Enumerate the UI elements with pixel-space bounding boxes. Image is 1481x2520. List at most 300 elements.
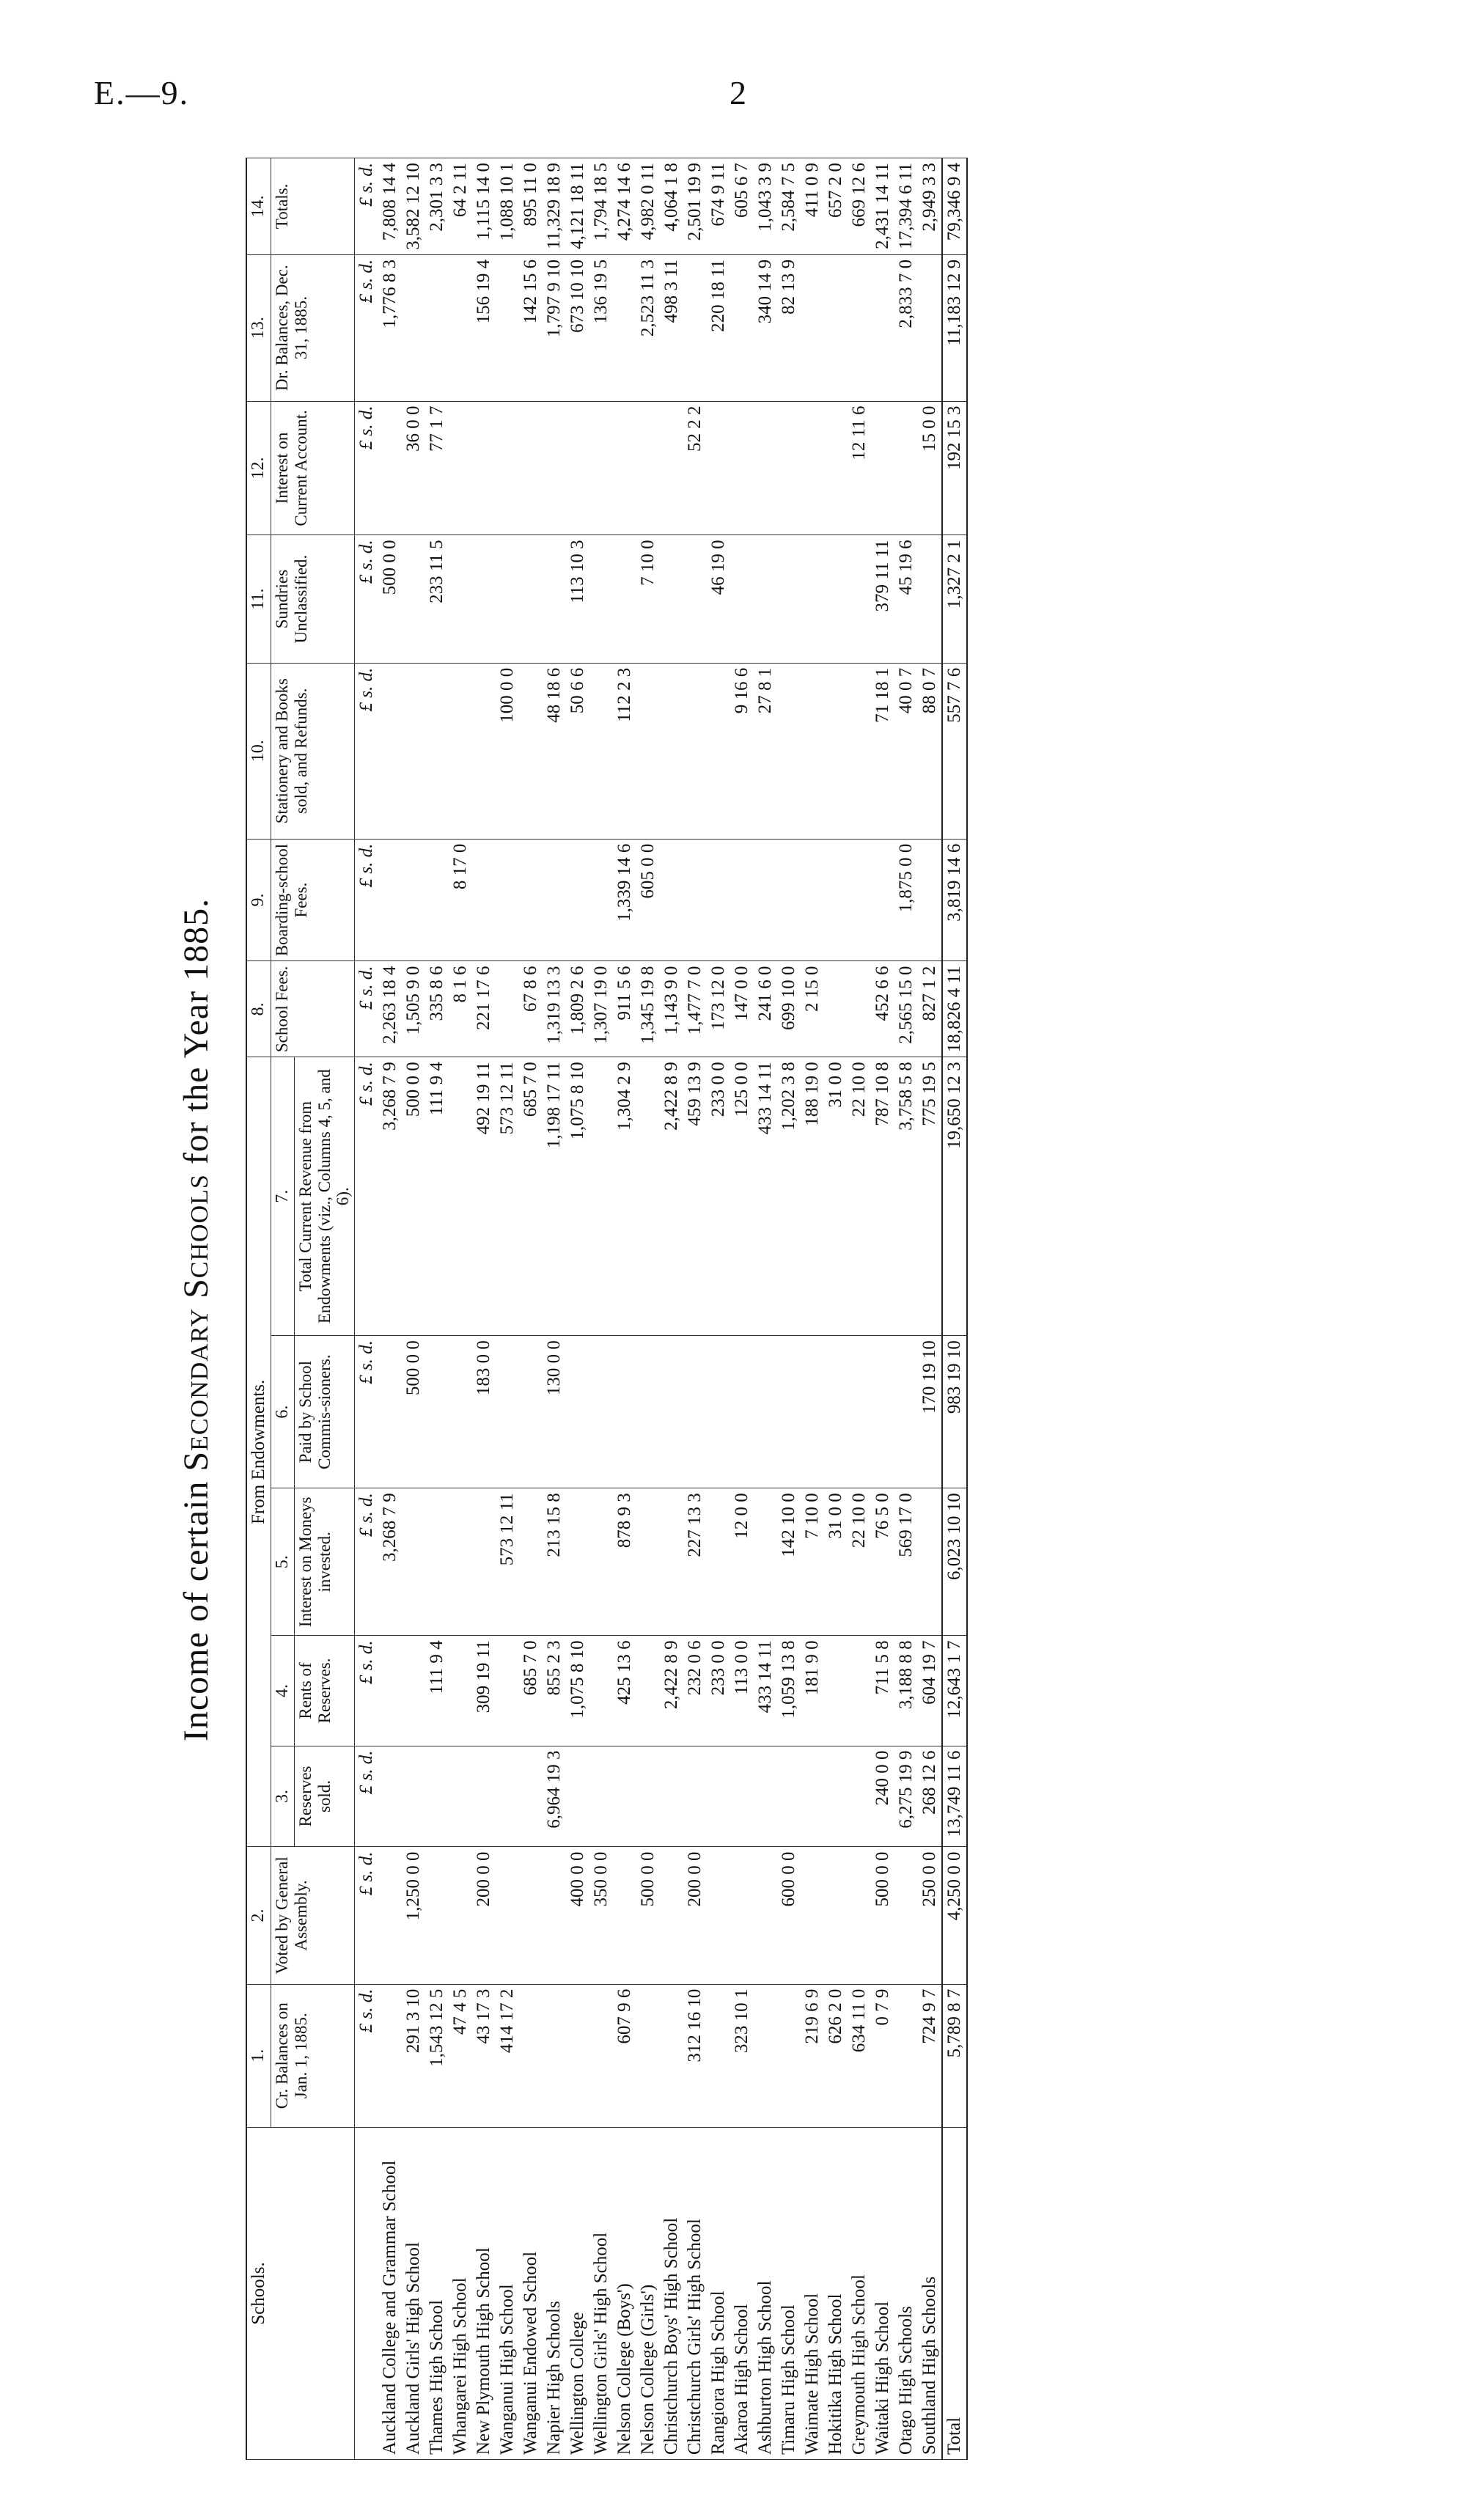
amount-col-4 — [402, 1636, 425, 1746]
amount-col-6 — [801, 1336, 824, 1488]
amount-col-1 — [636, 1984, 660, 2127]
amount-col-8: 2 15 0 — [801, 961, 824, 1057]
amount-col-12 — [707, 401, 730, 535]
col-num-7: 7. — [271, 1057, 295, 1336]
amount-col-4: 181 9 0 — [801, 1636, 824, 1746]
amount-col-1 — [519, 1984, 543, 2127]
amount-col-13: 1,776 8 3 — [378, 254, 402, 401]
amount-col-1 — [543, 1984, 566, 2127]
table-row — [613, 158, 636, 2460]
amount-col-11 — [754, 535, 777, 663]
col-num-3: 3. — [271, 1746, 295, 1847]
col-head-11: Sundries Unclassified. — [271, 535, 355, 663]
col-num-11: 11. — [246, 535, 271, 663]
amount-col-2: 400 0 0 — [566, 1847, 589, 1984]
amount-col-8: 173 12 0 — [707, 961, 730, 1057]
amount-col-8: 1,143 9 0 — [660, 961, 683, 1057]
amount-col-10 — [683, 663, 707, 839]
amount-col-2: 200 0 0 — [683, 1847, 707, 1984]
table-row — [730, 158, 754, 2460]
amount-col-9 — [566, 839, 589, 961]
amount-col-3 — [824, 1746, 848, 1847]
amount-col-10: 557 7 6 — [942, 663, 967, 839]
amount-col-9 — [543, 839, 566, 961]
col-head-8: School Fees. — [271, 961, 355, 1057]
amount-col-13 — [918, 254, 942, 401]
table-row — [660, 158, 683, 2460]
amount-col-8: 699 10 0 — [777, 961, 801, 1057]
table-row — [801, 158, 824, 2460]
amount-col-5 — [589, 1488, 613, 1636]
amount-col-1 — [566, 1984, 589, 2127]
col-head-2: Voted by General Assembly. — [271, 1847, 355, 1984]
amount-col-7: 787 10 8 — [871, 1057, 894, 1336]
amount-col-13: 220 18 11 — [707, 254, 730, 401]
amount-col-8: 1,505 9 0 — [402, 961, 425, 1057]
amount-col-7: 233 0 0 — [707, 1057, 730, 1336]
amount-col-8: 1,477 7 0 — [683, 961, 707, 1057]
col-num-1: 1. — [246, 1984, 271, 2127]
amount-col-4: 604 19 7 — [918, 1636, 942, 1746]
school-name: Nelson College (Girls') — [636, 2128, 660, 2460]
amount-col-13: 2,523 11 3 — [636, 254, 660, 401]
amount-col-5: 573 12 11 — [496, 1488, 519, 1636]
amount-col-7: 1,304 2 9 — [613, 1057, 636, 1336]
amount-col-3 — [777, 1746, 801, 1847]
amount-col-14: 3,582 12 10 — [402, 158, 425, 255]
amount-col-7: 125 0 0 — [730, 1057, 754, 1336]
amount-col-3: 240 0 0 — [871, 1746, 894, 1847]
amount-col-2: 500 0 0 — [871, 1847, 894, 1984]
col-num-2: 2. — [246, 1847, 271, 1984]
unit-cell: £ s. d. — [355, 663, 379, 839]
col-head-1: Cr. Balances on Jan. 1, 1885. — [271, 1984, 355, 2127]
amount-col-6 — [848, 1336, 871, 1488]
amount-col-11: 1,327 2 1 — [942, 535, 967, 663]
col-num-12: 12. — [246, 401, 271, 535]
amount-col-3 — [402, 1746, 425, 1847]
amount-col-14: 1,794 18 5 — [589, 158, 613, 255]
amount-col-12 — [496, 401, 519, 535]
amount-col-6 — [636, 1336, 660, 1488]
amount-col-8 — [496, 961, 519, 1057]
amount-col-10 — [378, 663, 402, 839]
amount-col-13: 82 13 9 — [777, 254, 801, 401]
amount-col-12: 36 0 0 — [402, 401, 425, 535]
total-label: Total — [942, 2128, 967, 2460]
col-head-7: Total Current Revenue from Endowments (viz., Columns 4, 5, and 6). — [294, 1057, 354, 1336]
amount-col-1: 43 17 3 — [472, 1984, 496, 2127]
amount-col-14: 674 9 11 — [707, 158, 730, 255]
amount-col-5 — [402, 1488, 425, 1636]
amount-col-3 — [660, 1746, 683, 1847]
amount-col-4: 233 0 0 — [707, 1636, 730, 1746]
amount-col-9 — [402, 839, 425, 961]
amount-col-6 — [378, 1336, 402, 1488]
amount-col-5 — [519, 1488, 543, 1636]
amount-col-7 — [636, 1057, 660, 1336]
amount-col-4: 1,059 13 8 — [777, 1636, 801, 1746]
unit-cell: £ s. d. — [355, 1984, 379, 2127]
amount-col-13 — [824, 254, 848, 401]
amount-col-12 — [589, 401, 613, 535]
amount-col-2: 350 0 0 — [589, 1847, 613, 1984]
amount-col-2: 500 0 0 — [636, 1847, 660, 1984]
amount-col-14: 4,274 14 6 — [613, 158, 636, 255]
amount-col-10 — [402, 663, 425, 839]
amount-col-5: 12 0 0 — [730, 1488, 754, 1636]
amount-col-13: 156 19 4 — [472, 254, 496, 401]
amount-col-14: 2,501 19 9 — [683, 158, 707, 255]
amount-col-9 — [683, 839, 707, 961]
amount-col-14: 2,431 14 11 — [871, 158, 894, 255]
amount-col-8: 827 1 2 — [918, 961, 942, 1057]
amount-col-14: 895 11 0 — [519, 158, 543, 255]
amount-col-3 — [449, 1746, 472, 1847]
amount-col-13 — [871, 254, 894, 401]
income-table — [246, 158, 968, 2460]
amount-col-7: 1,075 8 10 — [566, 1057, 589, 1336]
amount-col-5 — [918, 1488, 942, 1636]
amount-col-12: 77 1 7 — [425, 401, 449, 535]
amount-col-3 — [425, 1746, 449, 1847]
amount-col-5 — [754, 1488, 777, 1636]
school-name: Southland High Schools — [918, 2128, 942, 2460]
amount-col-10: 27 8 1 — [754, 663, 777, 839]
amount-col-4 — [636, 1636, 660, 1746]
table-row — [683, 158, 707, 2460]
amount-col-5 — [707, 1488, 730, 1636]
amount-col-1: 634 11 0 — [848, 1984, 871, 2127]
amount-col-2: 250 0 0 — [918, 1847, 942, 1984]
school-name: Waitaki High School — [871, 2128, 894, 2460]
from-endowments-header: From Endowments. — [246, 1057, 271, 1847]
col-head-14: Totals. — [271, 158, 355, 255]
amount-col-10 — [848, 663, 871, 839]
table-row — [402, 158, 425, 2460]
amount-col-12 — [378, 401, 402, 535]
amount-col-11 — [496, 535, 519, 663]
school-name: New Plymouth High School — [472, 2128, 496, 2460]
amount-col-12: 192 15 3 — [942, 401, 967, 535]
col-num-5: 5. — [271, 1488, 295, 1636]
unit-cell: £ s. d. — [355, 961, 379, 1057]
col-num-9: 9. — [246, 839, 271, 961]
amount-col-8: 241 6 0 — [754, 961, 777, 1057]
amount-col-14: 1,043 3 9 — [754, 158, 777, 255]
amount-col-3 — [589, 1746, 613, 1847]
table-row — [824, 158, 848, 2460]
amount-col-14: 2,949 3 3 — [918, 158, 942, 255]
unit-cell: £ s. d. — [355, 535, 379, 663]
amount-col-11: 113 10 3 — [566, 535, 589, 663]
amount-col-8: 452 6 6 — [871, 961, 894, 1057]
table-row — [449, 158, 472, 2460]
table-row — [754, 158, 777, 2460]
amount-col-5 — [449, 1488, 472, 1636]
amount-col-4: 855 2 3 — [543, 1636, 566, 1746]
amount-col-10 — [801, 663, 824, 839]
amount-col-13 — [402, 254, 425, 401]
amount-col-14: 4,064 1 8 — [660, 158, 683, 255]
amount-col-11 — [589, 535, 613, 663]
amount-col-2 — [543, 1847, 566, 1984]
amount-col-14: 64 2 11 — [449, 158, 472, 255]
units-blank — [355, 2128, 379, 2460]
amount-col-2 — [519, 1847, 543, 1984]
amount-col-10 — [449, 663, 472, 839]
amount-col-5 — [425, 1488, 449, 1636]
table-row — [425, 158, 449, 2460]
table-row — [871, 158, 894, 2460]
amount-col-9: 605 0 0 — [636, 839, 660, 961]
amount-col-12 — [777, 401, 801, 535]
amount-col-7: 492 19 11 — [472, 1057, 496, 1336]
amount-col-8: 911 5 6 — [613, 961, 636, 1057]
amount-col-6 — [496, 1336, 519, 1488]
amount-col-1: 219 6 9 — [801, 1984, 824, 2127]
amount-col-3 — [730, 1746, 754, 1847]
school-name: Greymouth High School — [848, 2128, 871, 2460]
school-name: Christchurch Girls' High School — [683, 2128, 707, 2460]
amount-col-12 — [472, 401, 496, 535]
col-num-4: 4. — [271, 1636, 295, 1746]
amount-col-2 — [754, 1847, 777, 1984]
amount-col-5: 213 15 8 — [543, 1488, 566, 1636]
amount-col-4: 2,422 8 9 — [660, 1636, 683, 1746]
school-name: Ashburton High School — [754, 2128, 777, 2460]
amount-col-12 — [894, 401, 918, 535]
amount-col-7: 1,198 17 11 — [543, 1057, 566, 1336]
table-body — [355, 158, 968, 2460]
amount-col-11 — [824, 535, 848, 663]
amount-col-8: 67 8 6 — [519, 961, 543, 1057]
amount-col-8: 1,319 13 3 — [543, 961, 566, 1057]
amount-col-8 — [848, 961, 871, 1057]
amount-col-6 — [777, 1336, 801, 1488]
amount-col-3 — [636, 1746, 660, 1847]
amount-col-3 — [683, 1746, 707, 1847]
amount-col-14: 7,808 14 4 — [378, 158, 402, 255]
school-name: Nelson College (Boys') — [613, 2128, 636, 2460]
unit-cell: £ s. d. — [355, 1336, 379, 1488]
amount-col-7 — [589, 1057, 613, 1336]
col-head-5: Interest on Moneys invested. — [294, 1488, 354, 1636]
amount-col-1: 5,789 8 7 — [942, 1984, 967, 2127]
amount-col-9 — [496, 839, 519, 961]
unit-cell: £ s. d. — [355, 839, 379, 961]
amount-col-12 — [871, 401, 894, 535]
amount-col-9 — [777, 839, 801, 961]
amount-col-1 — [589, 1984, 613, 2127]
amount-col-14: 605 6 7 — [730, 158, 754, 255]
amount-col-5: 31 0 0 — [824, 1488, 848, 1636]
amount-col-3 — [707, 1746, 730, 1847]
table-row — [918, 158, 942, 2460]
amount-col-6 — [730, 1336, 754, 1488]
amount-col-4 — [824, 1636, 848, 1746]
school-name: Wellington College — [566, 2128, 589, 2460]
amount-col-8: 1,307 19 0 — [589, 961, 613, 1057]
title-lead: Income of certain — [177, 1471, 216, 1742]
amount-col-11: 379 11 11 — [871, 535, 894, 663]
amount-col-9 — [801, 839, 824, 961]
amount-col-6 — [660, 1336, 683, 1488]
amount-col-12 — [566, 401, 589, 535]
amount-col-2 — [449, 1847, 472, 1984]
amount-col-12 — [754, 401, 777, 535]
amount-col-8: 147 0 0 — [730, 961, 754, 1057]
amount-col-14: 657 2 0 — [824, 158, 848, 255]
school-name: Hokitika High School — [824, 2128, 848, 2460]
amount-col-13: 340 14 9 — [754, 254, 777, 401]
school-name: Auckland College and Grammar School — [378, 2128, 402, 2460]
amount-col-4: 232 0 6 — [683, 1636, 707, 1746]
school-name: Whangarei High School — [449, 2128, 472, 2460]
amount-col-11 — [918, 535, 942, 663]
school-name: Wellington Girls' High School — [589, 2128, 613, 2460]
amount-col-3 — [496, 1746, 519, 1847]
school-name: Wanganui High School — [496, 2128, 519, 2460]
amount-col-9 — [918, 839, 942, 961]
amount-col-3: 268 12 6 — [918, 1746, 942, 1847]
col-head-4: Rents of Reserves. — [294, 1636, 354, 1746]
amount-col-11 — [730, 535, 754, 663]
unit-cell: £ s. d. — [355, 401, 379, 535]
school-name: Timaru High School — [777, 2128, 801, 2460]
amount-col-8: 1,809 2 6 — [566, 961, 589, 1057]
amount-col-7 — [449, 1057, 472, 1336]
amount-col-4 — [589, 1636, 613, 1746]
amount-col-1: 607 9 6 — [613, 1984, 636, 2127]
amount-col-5: 3,268 7 9 — [378, 1488, 402, 1636]
amount-col-10 — [519, 663, 543, 839]
amount-col-4: 425 13 6 — [613, 1636, 636, 1746]
col-num-8: 8. — [246, 961, 271, 1057]
amount-col-9 — [519, 839, 543, 961]
amount-col-1: 626 2 0 — [824, 1984, 848, 2127]
amount-col-10 — [824, 663, 848, 839]
amount-col-8: 1,345 19 8 — [636, 961, 660, 1057]
amount-col-9 — [730, 839, 754, 961]
amount-col-2 — [425, 1847, 449, 1984]
amount-col-7: 459 13 9 — [683, 1057, 707, 1336]
table-row — [848, 158, 871, 2460]
amount-col-11 — [660, 535, 683, 663]
amount-col-3 — [848, 1746, 871, 1847]
amount-col-14: 2,584 7 5 — [777, 158, 801, 255]
amount-col-9 — [754, 839, 777, 961]
col-head-10: Stationery and Books sold, and Refunds. — [271, 663, 355, 839]
amount-col-12 — [449, 401, 472, 535]
amount-col-5: 227 13 3 — [683, 1488, 707, 1636]
amount-col-7: 31 0 0 — [824, 1057, 848, 1336]
amount-col-10: 100 0 0 — [496, 663, 519, 839]
amount-col-10 — [707, 663, 730, 839]
amount-col-7: 19,650 12 3 — [942, 1057, 967, 1336]
amount-col-8: 221 17 6 — [472, 961, 496, 1057]
amount-col-3 — [519, 1746, 543, 1847]
col-head-12: Interest on Current Account. — [271, 401, 355, 535]
amount-col-13 — [613, 254, 636, 401]
amount-col-4: 111 9 4 — [425, 1636, 449, 1746]
school-name: Akaroa High School — [730, 2128, 754, 2460]
amount-col-14: 411 0 9 — [801, 158, 824, 255]
amount-col-6: 130 0 0 — [543, 1336, 566, 1488]
amount-col-14: 4,121 18 11 — [566, 158, 589, 255]
amount-col-1: 724 9 7 — [918, 1984, 942, 2127]
amount-col-7: 1,202 3 8 — [777, 1057, 801, 1336]
amount-col-9: 1,339 14 6 — [613, 839, 636, 961]
school-name: Christchurch Boys' High School — [660, 2128, 683, 2460]
amount-col-10 — [777, 663, 801, 839]
amount-col-6 — [449, 1336, 472, 1488]
title-smallcaps: Secondary Schools — [177, 1174, 216, 1472]
amount-col-11 — [472, 535, 496, 663]
amount-col-2: 200 0 0 — [472, 1847, 496, 1984]
table-row — [707, 158, 730, 2460]
amount-col-2 — [730, 1847, 754, 1984]
amount-col-12: 15 0 0 — [918, 401, 942, 535]
amount-col-10: 40 0 7 — [894, 663, 918, 839]
col-num-14: 14. — [246, 158, 271, 255]
amount-col-11: 7 10 0 — [636, 535, 660, 663]
amount-col-14: 669 12 6 — [848, 158, 871, 255]
amount-col-12 — [613, 401, 636, 535]
amount-col-14: 79,346 9 4 — [942, 158, 967, 255]
col-head-13: Dr. Balances, Dec. 31, 1885. — [271, 254, 355, 401]
total-row — [942, 158, 967, 2460]
amount-col-6 — [894, 1336, 918, 1488]
amount-col-9 — [660, 839, 683, 961]
amount-col-4: 12,643 1 7 — [942, 1636, 967, 1746]
amount-col-4: 3,188 8 8 — [894, 1636, 918, 1746]
amount-col-4 — [449, 1636, 472, 1746]
unit-cell: £ s. d. — [355, 1636, 379, 1746]
amount-col-6 — [754, 1336, 777, 1488]
amount-col-5: 569 17 0 — [894, 1488, 918, 1636]
amount-col-13 — [683, 254, 707, 401]
amount-col-3: 6,275 19 9 — [894, 1746, 918, 1847]
amount-col-9 — [824, 839, 848, 961]
amount-col-1 — [777, 1984, 801, 2127]
amount-col-6 — [566, 1336, 589, 1488]
amount-col-11: 233 11 5 — [425, 535, 449, 663]
amount-col-4 — [848, 1636, 871, 1746]
amount-col-2 — [660, 1847, 683, 1984]
page-number: 2 — [730, 74, 746, 111]
amount-col-2 — [378, 1847, 402, 1984]
unit-cell: £ s. d. — [355, 1057, 379, 1336]
amount-col-10: 71 18 1 — [871, 663, 894, 839]
amount-col-8: 335 8 6 — [425, 961, 449, 1057]
amount-col-2 — [496, 1847, 519, 1984]
amount-col-2 — [707, 1847, 730, 1984]
amount-col-2 — [848, 1847, 871, 1984]
amount-col-4: 711 5 8 — [871, 1636, 894, 1746]
unit-cell: £ s. d. — [355, 254, 379, 401]
unit-cell: £ s. d. — [355, 1847, 379, 1984]
amount-col-5 — [472, 1488, 496, 1636]
col-num-10: 10. — [246, 663, 271, 839]
amount-col-4 — [378, 1636, 402, 1746]
schools-header: Schools. — [246, 2128, 355, 2460]
amount-col-13: 136 19 5 — [589, 254, 613, 401]
amount-col-5: 142 10 0 — [777, 1488, 801, 1636]
amount-col-1: 1,543 12 5 — [425, 1984, 449, 2127]
amount-col-13 — [496, 254, 519, 401]
amount-col-3 — [801, 1746, 824, 1847]
